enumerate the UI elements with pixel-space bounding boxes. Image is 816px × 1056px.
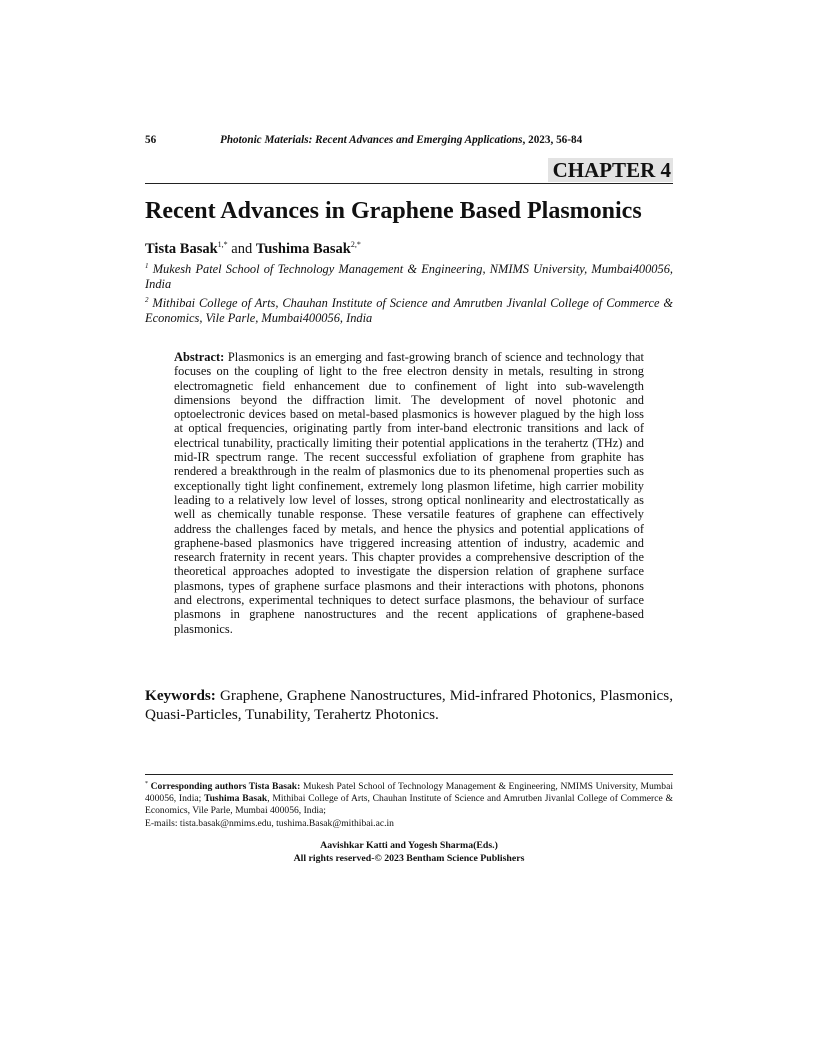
affiliation-1 (145, 259, 673, 292)
journal-year-pages: , 2023, 56-84 (522, 134, 583, 146)
footnote-emails: E-mails: tista.basak@nmims.edu, tushima.Basak@mithibai.ac.in (145, 817, 394, 829)
page-number: 56 (145, 134, 157, 146)
footnote (145, 778, 673, 830)
journal-title: Photonic Materials: Recent Advances and Emerging Applications (220, 134, 523, 146)
publisher-block (145, 840, 673, 865)
affiliation-1-text: Mukesh Patel School of Technology Management & Engineering, NMIMS University, Mumbai400056, India (145, 262, 673, 291)
copyright-line: All rights reserved-© 2023 Bentham Science Publishers (293, 852, 525, 864)
footnote-lead: Corresponding authors Tista Basak: (150, 781, 301, 792)
affiliation-2 (145, 293, 673, 326)
affiliation-2-marker: 2 (145, 296, 149, 304)
footnote-author-2: Tushima Basak (204, 793, 268, 805)
author-1-superscript: 1,* (217, 240, 228, 249)
abstract-text: Plasmonics is an emerging and fast-growing branch of science and technology that focuses on the coupling of light to the free electron density in metals, resulting in strong electromagnetic field enhancement due to confinement of light into sub-wavelength dimensions beyond the diffraction limit. The development of novel photonic and optoelectronic devices based on metal-based plasmonics is however plagued by the high loss at optical frequencies, originating partly from inter-band electronic transitions and lack of electrical tunability, practically limiting their potential applications in the terahertz (THz) and mid-IR spectrum range. The recent successful exfoliation of graphene from graphite has rendered a breakthrough in the realm of plasmonics due to its phenomenal properties such as exceptionally tight light confinement, extremely long plasmon lifetime, high carrier mobility leading to a relatively low level of losses, strong optical nonlinearity and electrostatically as well as chemically tunable response. These versatile features of graphene can effectively address the challenges faced by metals, and hence the physics and potential applications of graphene-based plasmonics have triggered increasing attention of industry, academic and research fraternity in recent years. This chapter provides a comprehensive description of the theoretical approaches adopted to investigate the dispersion relation of graphene surface plasmons, types of graphene surface plasmons and their interactions with photons, phonons and electrons, experimental techniques to detect surface plasmons, the behaviour of surface plasmons in graphene nanostructures and the recent applications of graphene-based plasmonics. (174, 350, 644, 636)
editors-line: Aavishkar Katti and Yogesh Sharma(Eds.) (320, 840, 498, 851)
chapter-bar (145, 157, 673, 184)
author-1-name: Tista Basak (145, 241, 218, 257)
author-line (145, 236, 361, 258)
keywords (145, 686, 673, 724)
keywords-text: Graphene, Graphene Nanostructures, Mid-infrared Photonics, Plasmonics, Quasi-Particles, Tunability, Terahertz Photonics. (145, 687, 674, 723)
abstract (174, 350, 644, 636)
footnote-affiliation-1: Mukesh Patel School of Technology Management & Engineering, NMIMS University, Mumbai 400056, India; (145, 781, 673, 805)
affiliation-2-text: Mithibai College of Arts, Chauhan Institute of Science and Amrutben Jivanlal College of Commerce & Economics, Vile Parle, Mumbai400056, India (145, 296, 673, 325)
chapter-label: CHAPTER 4 (548, 158, 673, 182)
chapter-title: Recent Advances in Graphene Based Plasmonics (145, 198, 642, 224)
footnote-divider (145, 774, 673, 775)
abstract-label: Abstract: (174, 350, 225, 364)
footnote-marker: * (145, 781, 148, 787)
footnote-affiliation-2: , Mithibai College of Arts, Chauhan Institute of Science and Amrutben Jivanlal College of Commerce & Economics, Vile Parle, Mumbai 400056, India; (145, 793, 673, 817)
author-2-superscript: 2,* (350, 240, 361, 249)
author-conjunction: and (231, 241, 253, 257)
author-2-name: Tushima Basak (255, 241, 351, 257)
journal-citation (220, 133, 582, 147)
keywords-label: Keywords: (145, 687, 216, 704)
affiliation-1-marker: 1 (145, 262, 149, 270)
